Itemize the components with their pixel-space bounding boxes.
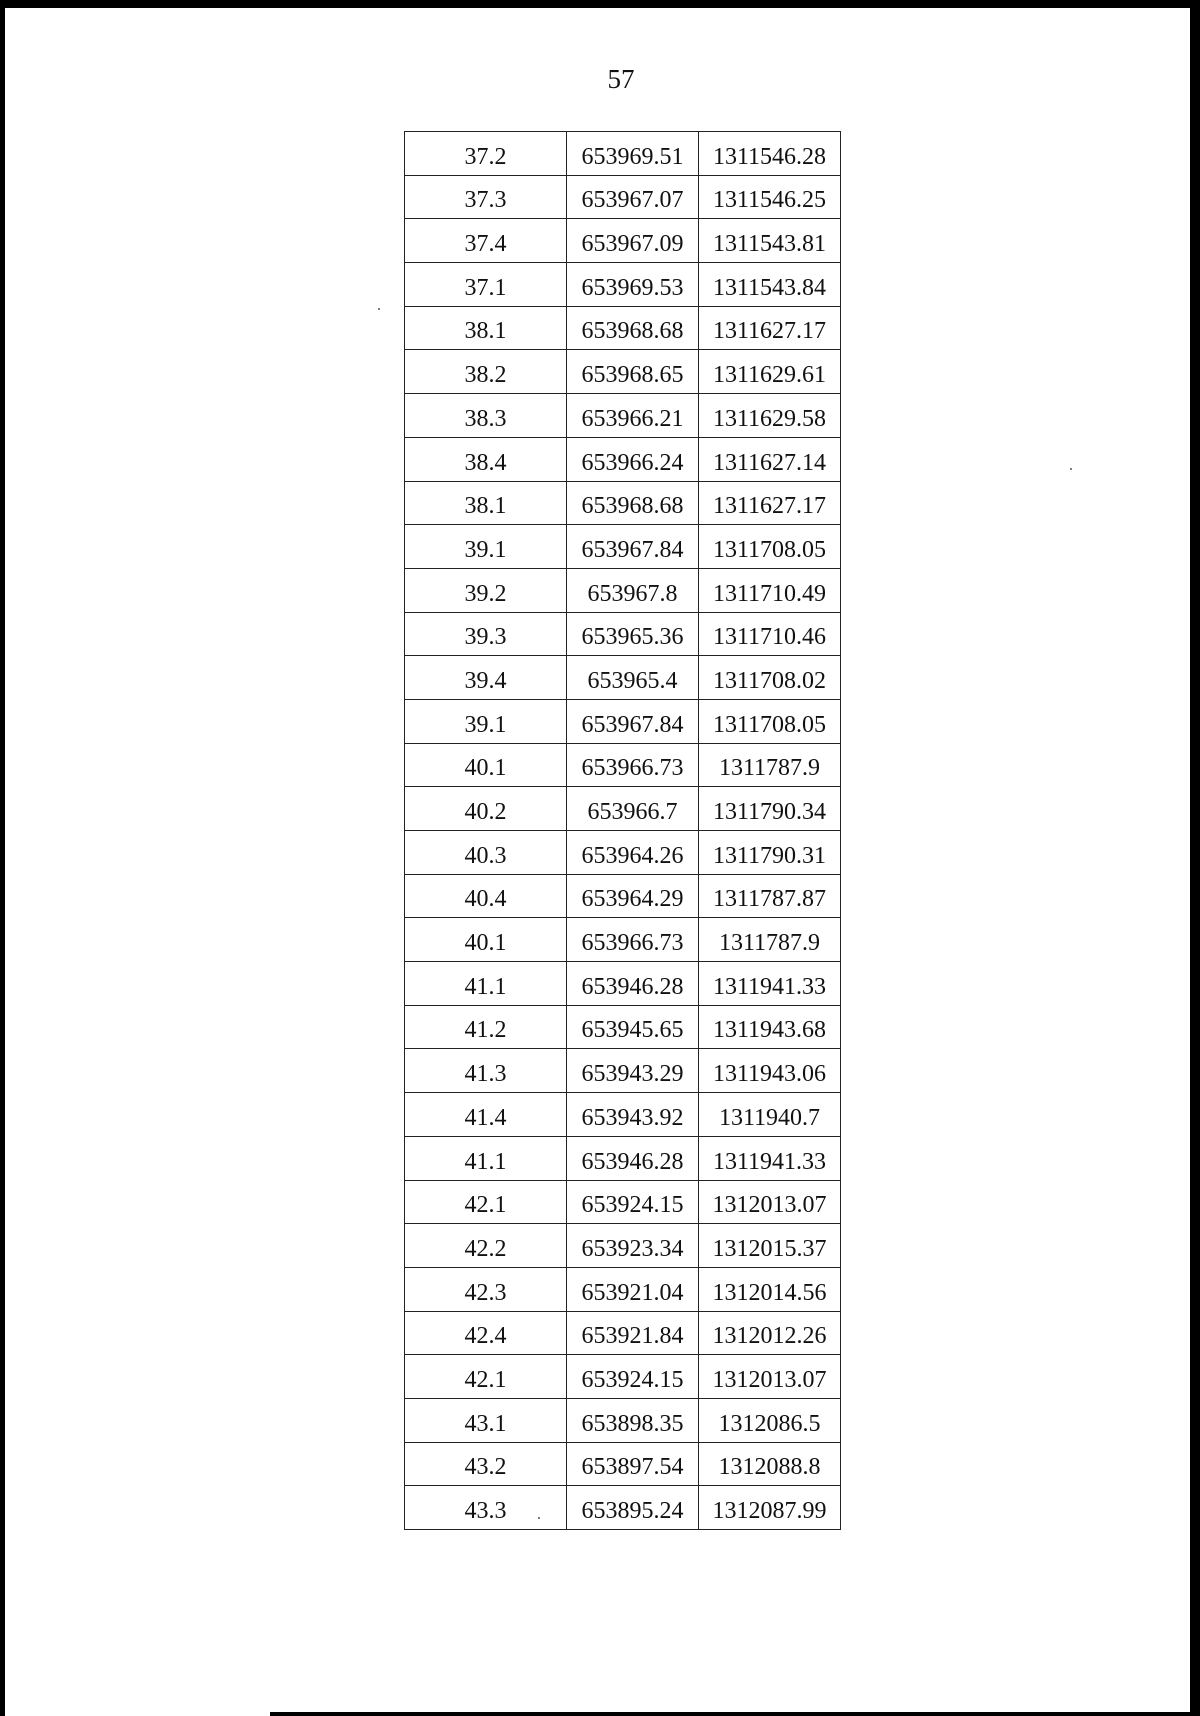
point-id-cell: 41.2 bbox=[405, 1005, 567, 1049]
y-coordinate-cell: 1311710.46 bbox=[699, 612, 841, 656]
point-id-cell: 40.4 bbox=[405, 874, 567, 918]
table-row bbox=[405, 962, 841, 1006]
x-coordinate-cell: 653966.21 bbox=[567, 394, 699, 438]
point-id-cell: 39.1 bbox=[405, 525, 567, 569]
point-id-cell: 42.4 bbox=[405, 1311, 567, 1355]
point-id-cell: 42.1 bbox=[405, 1355, 567, 1399]
table-row bbox=[405, 656, 841, 700]
y-coordinate-cell: 1312015.37 bbox=[699, 1224, 841, 1268]
point-id-cell: 40.1 bbox=[405, 918, 567, 962]
x-coordinate-cell: 653924.15 bbox=[567, 1180, 699, 1224]
x-coordinate-cell: 653967.8 bbox=[567, 568, 699, 612]
x-coordinate-cell: 653946.28 bbox=[567, 962, 699, 1006]
x-coordinate-cell: 653966.73 bbox=[567, 743, 699, 787]
point-id-cell: 38.4 bbox=[405, 437, 567, 481]
y-coordinate-cell: 1311941.33 bbox=[699, 1136, 841, 1180]
table-row bbox=[405, 132, 841, 176]
table-row bbox=[405, 175, 841, 219]
y-coordinate-cell: 1312086.5 bbox=[699, 1398, 841, 1442]
y-coordinate-cell: 1311708.05 bbox=[699, 525, 841, 569]
point-id-cell: 39.1 bbox=[405, 699, 567, 743]
point-id-cell: 39.2 bbox=[405, 568, 567, 612]
x-coordinate-cell: 653965.36 bbox=[567, 612, 699, 656]
point-id-cell: 39.4 bbox=[405, 656, 567, 700]
x-coordinate-cell: 653964.26 bbox=[567, 831, 699, 875]
scan-speck bbox=[378, 308, 380, 310]
point-id-cell: 43.1 bbox=[405, 1398, 567, 1442]
page-number: 57 bbox=[607, 64, 635, 94]
table-row bbox=[405, 1398, 841, 1442]
y-coordinate-cell: 1311943.68 bbox=[699, 1005, 841, 1049]
x-coordinate-cell: 653967.84 bbox=[567, 699, 699, 743]
point-id-cell: 38.1 bbox=[405, 481, 567, 525]
table-row bbox=[405, 612, 841, 656]
point-id-cell: 40.2 bbox=[405, 787, 567, 831]
y-coordinate-cell: 1311787.87 bbox=[699, 874, 841, 918]
x-coordinate-cell: 653968.65 bbox=[567, 350, 699, 394]
coordinates-table bbox=[404, 131, 841, 1530]
x-coordinate-cell: 653921.84 bbox=[567, 1311, 699, 1355]
table-row bbox=[405, 1442, 841, 1486]
y-coordinate-cell: 1312087.99 bbox=[699, 1486, 841, 1530]
y-coordinate-cell: 1312013.07 bbox=[699, 1355, 841, 1399]
table-row bbox=[405, 1136, 841, 1180]
table-row bbox=[405, 394, 841, 438]
x-coordinate-cell: 653968.68 bbox=[567, 306, 699, 350]
y-coordinate-cell: 1311629.61 bbox=[699, 350, 841, 394]
y-coordinate-cell: 1312012.26 bbox=[699, 1311, 841, 1355]
table-row bbox=[405, 831, 841, 875]
x-coordinate-cell: 653965.4 bbox=[567, 656, 699, 700]
x-coordinate-cell: 653923.34 bbox=[567, 1224, 699, 1268]
x-coordinate-cell: 653966.73 bbox=[567, 918, 699, 962]
y-coordinate-cell: 1311943.06 bbox=[699, 1049, 841, 1093]
x-coordinate-cell: 653946.28 bbox=[567, 1136, 699, 1180]
y-coordinate-cell: 1312013.07 bbox=[699, 1180, 841, 1224]
scan-speck bbox=[1070, 468, 1072, 470]
point-id-cell: 40.3 bbox=[405, 831, 567, 875]
scan-speck bbox=[538, 1517, 540, 1519]
y-coordinate-cell: 1311543.81 bbox=[699, 219, 841, 263]
x-coordinate-cell: 653943.29 bbox=[567, 1049, 699, 1093]
x-coordinate-cell: 653921.04 bbox=[567, 1267, 699, 1311]
scan-border-left bbox=[0, 0, 5, 1716]
point-id-cell: 42.3 bbox=[405, 1267, 567, 1311]
y-coordinate-cell: 1311787.9 bbox=[699, 918, 841, 962]
scan-border-top bbox=[0, 0, 1200, 8]
y-coordinate-cell: 1311708.05 bbox=[699, 699, 841, 743]
coordinates-table-body bbox=[405, 132, 841, 1530]
y-coordinate-cell: 1312014.56 bbox=[699, 1267, 841, 1311]
point-id-cell: 37.3 bbox=[405, 175, 567, 219]
table-row bbox=[405, 525, 841, 569]
point-id-cell: 37.2 bbox=[405, 132, 567, 176]
point-id-cell: 42.2 bbox=[405, 1224, 567, 1268]
scan-border-right bbox=[1190, 0, 1200, 1716]
y-coordinate-cell: 1311546.25 bbox=[699, 175, 841, 219]
y-coordinate-cell: 1311546.28 bbox=[699, 132, 841, 176]
table-row bbox=[405, 1267, 841, 1311]
table-row bbox=[405, 568, 841, 612]
x-coordinate-cell: 653969.51 bbox=[567, 132, 699, 176]
point-id-cell: 38.2 bbox=[405, 350, 567, 394]
y-coordinate-cell: 1311710.49 bbox=[699, 568, 841, 612]
point-id-cell: 41.4 bbox=[405, 1093, 567, 1137]
x-coordinate-cell: 653966.24 bbox=[567, 437, 699, 481]
table-row bbox=[405, 1355, 841, 1399]
table-row bbox=[405, 219, 841, 263]
x-coordinate-cell: 653967.07 bbox=[567, 175, 699, 219]
y-coordinate-cell: 1311708.02 bbox=[699, 656, 841, 700]
y-coordinate-cell: 1311627.14 bbox=[699, 437, 841, 481]
x-coordinate-cell: 653968.68 bbox=[567, 481, 699, 525]
point-id-cell: 42.1 bbox=[405, 1180, 567, 1224]
x-coordinate-cell: 653964.29 bbox=[567, 874, 699, 918]
x-coordinate-cell: 653895.24 bbox=[567, 1486, 699, 1530]
y-coordinate-cell: 1311790.31 bbox=[699, 831, 841, 875]
x-coordinate-cell: 653898.35 bbox=[567, 1398, 699, 1442]
table-row bbox=[405, 1180, 841, 1224]
y-coordinate-cell: 1312088.8 bbox=[699, 1442, 841, 1486]
table-row bbox=[405, 699, 841, 743]
y-coordinate-cell: 1311941.33 bbox=[699, 962, 841, 1006]
point-id-cell: 41.3 bbox=[405, 1049, 567, 1093]
table-row bbox=[405, 263, 841, 307]
table-row bbox=[405, 743, 841, 787]
x-coordinate-cell: 653969.53 bbox=[567, 263, 699, 307]
table-row bbox=[405, 1005, 841, 1049]
table-row bbox=[405, 1049, 841, 1093]
x-coordinate-cell: 653897.54 bbox=[567, 1442, 699, 1486]
y-coordinate-cell: 1311629.58 bbox=[699, 394, 841, 438]
point-id-cell: 41.1 bbox=[405, 962, 567, 1006]
x-coordinate-cell: 653967.84 bbox=[567, 525, 699, 569]
table-row bbox=[405, 1093, 841, 1137]
y-coordinate-cell: 1311627.17 bbox=[699, 306, 841, 350]
point-id-cell: 38.3 bbox=[405, 394, 567, 438]
scan-border-bottom bbox=[270, 1712, 1200, 1716]
x-coordinate-cell: 653945.65 bbox=[567, 1005, 699, 1049]
table-row bbox=[405, 1224, 841, 1268]
point-id-cell: 38.1 bbox=[405, 306, 567, 350]
table-row bbox=[405, 306, 841, 350]
x-coordinate-cell: 653967.09 bbox=[567, 219, 699, 263]
table-row bbox=[405, 787, 841, 831]
y-coordinate-cell: 1311543.84 bbox=[699, 263, 841, 307]
y-coordinate-cell: 1311627.17 bbox=[699, 481, 841, 525]
point-id-cell: 43.3 bbox=[405, 1486, 567, 1530]
table-row bbox=[405, 1311, 841, 1355]
point-id-cell: 40.1 bbox=[405, 743, 567, 787]
y-coordinate-cell: 1311940.7 bbox=[699, 1093, 841, 1137]
table-row bbox=[405, 874, 841, 918]
point-id-cell: 37.1 bbox=[405, 263, 567, 307]
x-coordinate-cell: 653924.15 bbox=[567, 1355, 699, 1399]
table-row bbox=[405, 918, 841, 962]
table-row bbox=[405, 1486, 841, 1530]
table-row bbox=[405, 481, 841, 525]
point-id-cell: 41.1 bbox=[405, 1136, 567, 1180]
point-id-cell: 37.4 bbox=[405, 219, 567, 263]
point-id-cell: 43.2 bbox=[405, 1442, 567, 1486]
y-coordinate-cell: 1311787.9 bbox=[699, 743, 841, 787]
table-row bbox=[405, 437, 841, 481]
x-coordinate-cell: 653943.92 bbox=[567, 1093, 699, 1137]
x-coordinate-cell: 653966.7 bbox=[567, 787, 699, 831]
point-id-cell: 39.3 bbox=[405, 612, 567, 656]
table-row bbox=[405, 350, 841, 394]
y-coordinate-cell: 1311790.34 bbox=[699, 787, 841, 831]
